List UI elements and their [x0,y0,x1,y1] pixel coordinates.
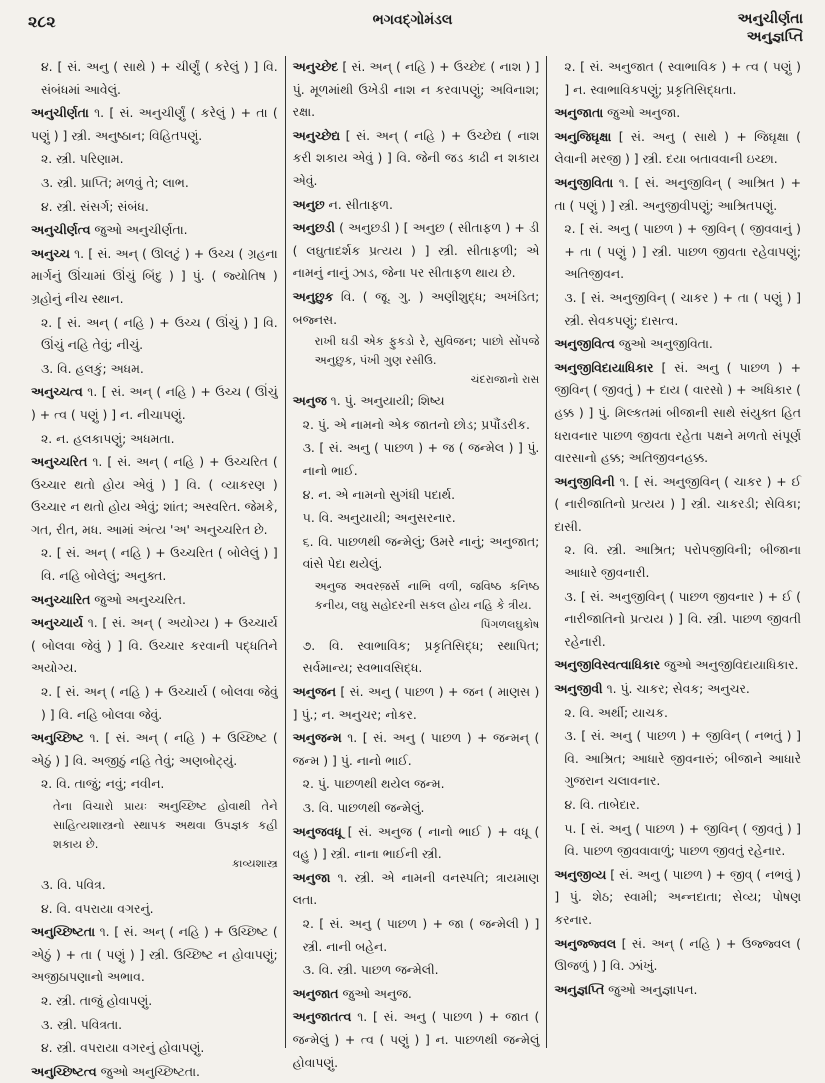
sense-text: ૬. વિ. પાછળથી જન્મેલું; ઉમરે નાનું; અનુજાત; વાંસે પેદા થયેલું. [302,533,540,572]
dictionary-entry [293,390,540,413]
column-2 [285,56,547,1070]
entry-sense [31,196,278,219]
entry-definition: ૧. [ સં. અનુ ( પાછળ ) + જાત ( જન્મેલું ) + ત્વ ( પણું ) ] ન. પાછળથી જન્મેલું હોવાપણું. [292,1009,540,1070]
dictionary-entry [31,102,278,147]
entry-headword: અનુચ્છિષ્ટ [31,730,84,746]
sense-text: ૨. વિ. અર્થી; યાચક. [564,704,668,720]
entry-headword: અનુચીર્ણતા [31,105,89,121]
sense-text: ૩. વિ. હલકું; અધમ. [41,360,144,376]
dictionary-entry [293,217,540,285]
sense-text: ૨. પું. પાછળથી થયેલ જન્મ. [302,776,445,792]
entry-definition: જુઓ અનુજ્ઞાપન. [608,981,698,997]
entry-definition: ૧. [ સં. અન્ ( નહિ ) + ઉચ્છિષ્ટ ( એઠું ) + તા ( પણું ) ] સ્ત્રી. ઉચ્છિષ્ટ ન હોવાપણું; અજીઠાપણાનો અભાવ. [31,924,278,985]
entry-definition: ન. સીતાફળ. [328,196,393,212]
entry-headword: અનુજીવિની [554,473,615,489]
entry-definition: વિ. ( જૂ. ગુ. ) અણીશુદ્ધ; અખંડિત; બજ્નસ. [292,288,540,327]
entry-definition: [ સં. અનુ ( પાછળ ) + જીવિન્ ( જીવતું ) + દાય ( વારસો ) + અધિકાર ( હક્ક ) ] પું. મિલ્કતમાં બીજાની સાથે સંયુક્ત હિત ધરાવનાર પાછળ જીવતા રહેતા પક્ષને મળતો સંપૂર્ણ વારસાનો હક્ક; અતિજીવનહક્ક. [554,359,802,466]
dictionary-entry [554,357,801,470]
entry-sense [31,773,278,796]
entry-headword: અનુચ્છેદ [292,59,339,74]
sense-text: ૨. [ સં. અન્ ( નહિ ) + ઉચ્ચરિત ( બોલેલું ) ] વિ. નહિ બોલેલું; અનુક્ત. [41,545,278,584]
entry-headword: અનુચ્ચ [31,245,70,261]
guide-words [738,10,803,46]
entry-sense [31,874,278,897]
entry-sense [554,218,801,286]
sense-text: ૩. વિ. પાછળથી જન્મેલું. [302,800,425,816]
entry-sense [293,773,540,796]
entry-sense [293,913,540,958]
entry-definition: [ સં. અન્ ( નહિ ) + ઉજ્જ્વલ ( ઊજળું ) ] વિ. ઝાંખું. [554,935,802,974]
entry-definition: ૧. [ સં. અનુ ( પાછળ ) + જન્મન્ ( જન્મ ) ] પું. નાનો ભાઈ. [292,730,540,768]
guide-word-last: અનુજ્ઞપ્તિ [746,29,803,45]
entry-definition: જુઓ અનુચ્ચરિત. [94,591,186,607]
sense-text: ૪. વિ. વપરાયા વગરનું. [41,900,154,916]
dictionary-entry [293,194,540,217]
entry-sense [554,586,801,654]
entry-headword: અનુજાત [292,985,339,1001]
entry-sense [293,959,540,982]
entry-sense [31,898,278,921]
entry-sense [31,312,278,357]
entry-definition: જુઓ અનુજીવિદાયાધિકાર. [664,657,799,673]
entry-sense [31,990,278,1013]
entry-sense [554,794,801,817]
page-number: ૨૮૨ [28,12,56,31]
dictionary-entry [31,243,278,311]
entry-definition: ૧. પું. ચાકર; સેવક; અનુચર. [606,681,750,697]
entry-headword: અનુજવધૂ [292,823,342,839]
entry-headword: અનુચ્છેદ્ય [292,127,340,143]
entry-headword: અનુજિઘૃક્ષા [554,128,612,144]
entry-definition: [ સં. અનુ ( પાછળ ) + જન ( માણસ ) ] પું.; ન. અનુચર; નોકર. [292,684,540,722]
sense-text: ૪. સ્ત્રી. વપરાયા વગરનું હોવાપણું. [41,1040,205,1056]
dictionary-entry [31,219,278,242]
entry-sense [31,56,278,101]
citation-text: તેના વિચારો પ્રાયઃ અનુચ્છિષ્ટ હોવાથી તેને સાહિત્યશાસ્ત્રનો સ્થાપક અથવા ઉપજ્ઞક કહી શકાય છે. [53,799,278,851]
entry-sense [31,148,278,171]
citation-text: રાખી ઘડી એક ફુકડો રે, સુવિજન; પાછો સોંપજે અનુછુક, પંખી ગુણ રસીઉ. [314,334,540,368]
dictionary-entry [554,979,801,1002]
entry-citation [293,577,540,634]
sense-text: ૪. ન. એ નામનો સુગંધી પદાર્થ. [302,486,456,502]
entry-sense [293,437,540,482]
entry-headword: અનુજીવ્ય [554,866,607,882]
dictionary-columns [24,56,808,1079]
entry-headword: અનુચ્ચરિત [31,454,88,470]
entry-headword: અનુજાતત્વ [292,1009,352,1025]
citation-source: કાવ્યશાસ્ત્ર [231,857,278,870]
entry-headword: અનુજ [292,393,327,409]
sense-text: ૫. વિ. અનુયાયી; અનુસરનાર. [302,510,456,526]
dictionary-entry [31,1061,278,1083]
dictionary-entry [293,983,540,1006]
entry-headword: અનુછ [292,196,325,212]
sense-text: ૨. સ્ત્રી. તાજું હોવાપણું. [41,992,153,1008]
entry-headword: અનુજા [292,869,331,885]
entry-definition: [ સં. અનુજ ( નાનો ભાઈ ) + વધૂ ( વહુ ) ] સ્ત્રી. નાના ભાઈની સ્ત્રી. [292,823,540,862]
page-header [0,8,825,52]
entry-sense [554,725,801,793]
sense-text: ૪. સ્ત્રી. સંસર્ગ; સંબંધ. [41,198,149,214]
entry-headword: અનુજીવિતા [554,174,614,190]
sense-text: ૫. [ સં. અનુ ( પાછળ ) + જીવિન્ ( જીવતું ) ] વિ. પાછળ જીવવાવાળું; પાછળ જીવતું રહેનાર. [564,820,802,859]
dictionary-entry [31,589,278,612]
dictionary-entry [293,286,540,331]
entry-definition: ૧. [ સં. અનુચીર્ણું ( કરેલું ) + તા ( પણું ) ] સ્ત્રી. અનુષ્ઠાન; વિહિતપણું. [31,105,278,143]
sense-text: ૩. સ્ત્રી. પ્રાપ્તિ; મળવું તે; લાભ. [41,174,189,190]
entry-sense [554,702,801,725]
sense-text: ૨. [ સં. અન્ ( નહિ ) + ઉચ્ચ ( ઊંચું ) ] વિ. ઊંચું નહિ તેવું; નીચું. [41,314,278,353]
sense-text: ૨. વિ. સ્ત્રી. આશ્રિત; પરોપજીવિની; બીજાના આધારે જીવનારી. [564,542,802,581]
entry-sense [293,531,540,576]
entry-sense [31,428,278,451]
entry-definition: ૧. પું. અનુયાયી; શિષ્ય [330,393,445,409]
entry-definition: જુઓ અનુજ. [342,985,412,1001]
dictionary-entry [293,1006,540,1074]
sense-text: ૨. પું. એ નામનો એક જાતનો છોડ; પ્રપૌંડરીક. [302,416,530,432]
entry-headword: અનુચ્ચારિત [31,591,91,607]
column-3 [546,56,808,1048]
sense-text: ૩. સ્ત્રી. પવિત્રતા. [41,1016,123,1032]
dictionary-entry [31,921,278,989]
entry-definition: [ સં. અનુ ( સાથે ) + જિઘૃક્ષા ( લેવાની મરજી ) ] સ્ત્રી. દયા બતાવવાની ઇચ્છા. [554,128,801,167]
entry-headword: અનુજીવિત્વ [554,336,615,352]
entry-sense [554,539,801,584]
entry-definition: ૧. [ સં. અનુજીવિન્ ( આશ્રિત ) + તા ( પણું ) ] સ્ત્રી. અનુજીવીપણું; આશ્રિતપણું. [554,174,801,213]
entry-headword: અનુચ્ચત્વ [31,384,83,400]
dictionary-entry [554,654,801,677]
entry-citation [293,332,540,389]
entry-definition: ૧. [ સં. અન્ ( નહિ ) + ઉચ્ચ ( ઊંચું ) + ત્વ ( પણું ) ] ન. નીચાપણું. [31,384,278,422]
sense-text: ૩. વિ. સ્ત્રી. પાછળ જન્મેલી. [302,962,439,978]
dictionary-entry [554,333,801,356]
entry-headword: અનુછડી [292,220,335,236]
sense-text: ૨. વિ. તાજું; નવું; નવીન. [41,776,165,792]
entry-definition: ૧. [ સં. અન્ ( ઊલટું ) + ઉચ્ચ ( ગ્રહના માર્ગનું ઊંચામાં ઊંચું બિંદુ ) ] પું. ( જ્યોતિષ ) ગ્રહોનું નીચ સ્થાન. [31,245,278,306]
entry-definition: ૧. [ સં. અનુજીવિન્ ( ચાકર ) + ઈ ( નારીજાતિનો પ્રત્યય ) ] સ્ત્રી. ચાકરડી; સેવિકા; દાસી. [554,473,802,534]
sense-text: ૩. [ સં. અનુ ( પાછળ ) + જીવિન્ ( નભતું ) ] વિ. આશ્રિત; આધારે જીવનારું; બીજાને આધારે ગુજરાન ચલાવનાર. [564,728,802,789]
entry-headword: અનુચ્છિષ્ટત્વ [31,1063,97,1079]
sense-text: ૩. [ સં. અનુ ( પાછળ ) + જ ( જન્મેલ ) ] પું. નાનો ભાઈ. [302,440,540,478]
entry-headword: અનુજીવી [554,681,603,697]
dictionary-entry [31,727,278,772]
entry-headword: અનુજન [292,684,336,700]
entry-headword: અનુજાતા [554,105,604,121]
entry-definition: [ સં. અન્ ( નહિ ) + ઉચ્છેદ્ય ( નાશ કરી શકાય એવું ) ] વિ. જેની જડ કાઢી ન શકાય એવું. [292,127,540,188]
entry-definition: ૧. [ સં. અન્ ( નહિ ) + ઉચ્ચરિત ( ઉચ્ચાર થતો હોય એવું ) ] વિ. ( વ્યાકરણ ) ઉચ્ચાર ન થતો હોય એવું; શાંત; અસ્વરિત. જેમકે, ગત, રીત, મધ. આમાં અંત્ય 'અ' અનુચ્ચરિત છે. [31,454,278,537]
entry-definition: જુઓ અનુચ્છિષ્ટતા. [100,1063,200,1079]
dictionary-entry [554,864,801,932]
sense-text: ૩. [ સં. અનુજીવિન્ ( પાછળ જીવનાર ) + ઈ ( નારીજાતિનો પ્રત્યય ) ] વિ. સ્ત્રી. પાછળ જીવતી રહેનારી. [564,588,802,649]
dictionary-entry [293,681,540,726]
guide-word-first: અનુચીર્ણતા [737,11,803,27]
entry-headword: અનુચ્ચાર્ય [31,615,84,631]
entry-headword: અનુજન્મ [292,730,342,746]
entry-sense [293,635,540,680]
sense-text: ૨. સ્ત્રી. પરિણામ. [41,151,124,167]
entry-definition: ૧. સ્ત્રી. એ નામની વનસ્પતિ; ત્રાયમાણ લતા. [292,869,540,908]
dictionary-entry [293,727,540,772]
entry-sense [31,1014,278,1037]
column-1 [24,56,285,1079]
entry-sense [31,172,278,195]
dictionary-entry [31,451,278,541]
entry-definition: જુઓ અનુચીર્ણતા. [94,222,188,238]
dictionary-entry [31,381,278,426]
entry-headword: અનુજ્ઞપ્તિ [554,981,605,997]
entry-sense [31,358,278,381]
sense-text: ૨. ન. હલકાપણું; અધમતા. [41,430,175,446]
entry-sense [293,507,540,530]
citation-text: અનુજ અવરજ઼ર્સ નાભિ વળી, જવિષ્ઠ કનિષ્ઠ કનીય, લઘુ સહોદરની સકલ હોય નહિ કે ત્રીય. [314,578,540,612]
dictionary-entry [293,821,540,866]
entry-definition: [ સં. અનુ ( પાછળ ) + જીવ્ ( નભવું ) ] પું. શેઠ; સ્વામી; અન્નદાતા; સેવ્ય; પોષણ કરનાર. [554,866,802,927]
entry-headword: અનુચ્છિષ્ટતા [31,924,95,940]
dictionary-entry [554,471,801,539]
entry-headword: અનુજીવિદાયાધિકાર [554,359,654,375]
sense-text: ૭. વિ. સ્વાભાવિક; પ્રકૃતિસિદ્ધ; સ્થાપિત; સર્વમાન્ય; સ્વભાવસિદ્ધ. [302,637,540,676]
entry-headword: અનુછુક [292,288,334,304]
dictionary-entry [554,102,801,125]
sense-text: ૩. વિ. પવિત્ર. [41,877,106,892]
sense-text: ૪. [ સં. અનુ ( સાથે ) + ચીર્ણું ( કરેલું ) ] વિ. સંબંધમાં આવેલું. [41,59,278,97]
citation-source: પિંગળલઘુકોષ [480,617,540,631]
dictionary-entry [554,933,801,978]
dictionary-entry [293,125,540,193]
entry-sense [554,56,801,101]
sense-text: ૨. [ સં. અનુ ( પાછળ ) + જીવિન્ ( જીવવાનું ) + તા ( પણું ) ] સ્ત્રી. પાછળ જીવતા રહેવાપણું; અતિજીવન. [564,221,802,282]
dictionary-entry [554,172,801,217]
sense-text: ૩. [ સં. અનુજીવિન્ ( ચાકર ) + તા ( પણું ) ] સ્ત્રી. સેવકપણું; દાસત્વ. [564,289,802,328]
entry-headword: અનુજીવિસ્વત્વાધિકાર [554,657,661,673]
entry-sense [293,797,540,820]
entry-sense [554,818,801,863]
entry-sense [293,414,540,437]
entry-sense [31,681,278,726]
dictionary-entry [293,56,540,124]
entry-headword: અનુચીર્ણત્વ [31,222,91,238]
dictionary-entry [31,612,278,680]
citation-source: ચંદરાજાનો રાસ [470,373,540,387]
dictionary-entry [554,678,801,701]
sense-text: ૨. [ સં. અનુજાત ( સ્વાભાવિક ) + ત્વ ( પણું ) ] ન. સ્વાભાવિકપણું; પ્રકૃતિસિદ્ધતા. [564,59,802,97]
entry-definition: જુઓ અનુજીવિતા. [618,336,713,352]
entry-definition: જુઓ અનુજા. [607,105,681,121]
entry-sense [293,484,540,507]
sense-text: ૨. [ સં. અનુ ( પાછળ ) + જા ( જન્મેલી ) ] સ્ત્રી. નાની બહેન. [302,916,540,954]
entry-sense [31,1037,278,1060]
entry-sense [554,287,801,332]
entry-sense [31,542,278,587]
entry-headword: અનુજ્જ્વલ [554,935,617,951]
sense-text: ૨. [ સં. અન્ ( નહિ ) + ઉચ્ચાર્ય ( બોલવા જેવું ) ] વિ. નહિ બોલવા જેવું. [41,684,278,722]
entry-definition: [ સં. અન્ ( નહિ ) + ઉચ્છેદ ( નાશ ) ] પું. મૂળમાંથી ઉખેડી નાશ ન કરવાપણું; અવિનાશ; રક્ષા. [292,59,540,120]
sense-text: ૪. વિ. તાબેદાર. [564,797,640,812]
running-title: ભગવદ્ગોમંડલ [372,12,453,28]
entry-definition: ( અનુછડી ) [ અનુછ ( સીતાફળ ) + ડી ( લઘુતાદર્શક પ્રત્યય ) ] સ્ત્રી. સીતાફળી; એ નામનું નાનું ઝાડ, જેના પર સીતાફળ થાય છે. [292,220,540,281]
entry-citation [31,797,278,873]
dictionary-entry [293,867,540,912]
dictionary-entry [554,126,801,171]
entry-definition: ૧. [ સં. અન્ ( અયોગ્ય ) + ઉચ્ચાર્ય ( બોલવા જેવું ) ] વિ. ઉચ્ચાર કરવાની પદ્ધતિને અયોગ્ય. [31,615,278,676]
entry-definition: ૧. [ સં. અન્ ( નહિ ) + ઉચ્છિષ્ટ ( એઠું ) ] વિ. અજીઠું નહિ તેવું; અણબોટ્યું. [31,730,278,768]
